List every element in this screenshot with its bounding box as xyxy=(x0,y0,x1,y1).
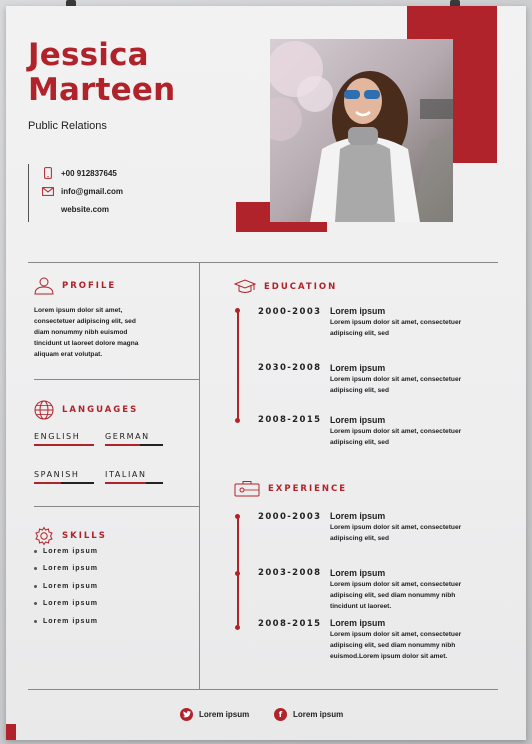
experience-entry: Lorem ipsum Lorem ipsum dolor sit amet, consectetuer adipiscing elit, sed diam nonummy nibh tincidunt ut laoreet. xyxy=(330,568,462,610)
education-year: 2030-2008 xyxy=(258,363,322,373)
column-divider xyxy=(199,262,200,689)
timeline-dot xyxy=(235,625,240,630)
footer-facebook[interactable]: f Lorem ipsum xyxy=(274,708,343,721)
language-german: GERMAN xyxy=(105,432,150,441)
experience-entry: Lorem ipsum Lorem ipsum dolor sit amet, consectetuer adipiscing elit, sed xyxy=(330,511,462,542)
first-name: Jessica xyxy=(28,37,149,73)
experience-year: 2008-2015 xyxy=(258,619,322,629)
profile-heading: PROFILE xyxy=(34,277,116,295)
language-italian: ITALIAN xyxy=(105,470,147,479)
accent-corner xyxy=(6,724,16,740)
portrait-illustration xyxy=(270,39,453,222)
language-bar-english xyxy=(34,444,94,446)
profile-photo xyxy=(270,39,453,222)
experience-entry: Lorem ipsum Lorem ipsum dolor sit amet, consectetuer adipiscing elit, sed diam nonummy nibh euismod.Lorem ipsum dolor sit amet. xyxy=(330,618,462,660)
timeline-dot xyxy=(235,418,240,423)
experience-year: 2000-2003 xyxy=(258,512,322,522)
contact-phone: +00 912837645 xyxy=(41,164,123,182)
briefcase-icon xyxy=(234,480,260,497)
contact-website: website.com xyxy=(61,204,110,214)
profile-text: Lorem ipsum dolor sit amet, consectetuer adipiscing elit, sed diam nonummy nibh euismod tincidunt ut laoreet dolore magna aliquam erat volutpat. xyxy=(34,307,139,358)
education-timeline xyxy=(237,310,239,422)
education-year: 2008-2015 xyxy=(258,415,322,425)
skill-item: Lorem ipsum xyxy=(34,548,98,555)
contact-email: info@gmail.com xyxy=(41,182,123,200)
languages-heading: LANGUAGES xyxy=(34,400,138,420)
contact-block xyxy=(28,164,123,222)
divider-languages xyxy=(34,506,199,507)
candidate-name xyxy=(28,38,175,108)
timeline-dot xyxy=(235,571,240,576)
language-spanish: SPANISH xyxy=(34,470,80,479)
education-entry: Lorem ipsum Lorem ipsum dolor sit amet, consectetuer adipiscing elit, sed xyxy=(330,363,462,394)
phone-icon xyxy=(41,167,55,179)
timeline-dot xyxy=(235,514,240,519)
divider-profile xyxy=(34,379,199,380)
timeline-dot xyxy=(235,308,240,313)
resume-page xyxy=(6,6,526,740)
job-title: Public Relations xyxy=(28,120,107,132)
graduation-cap-icon xyxy=(234,279,256,295)
language-english: ENGLISH xyxy=(34,432,81,441)
facebook-icon: f xyxy=(274,708,287,721)
education-entry: Lorem ipsum Lorem ipsum dolor sit amet, consectetuer adipiscing elit, sed xyxy=(330,306,462,337)
education-year: 2000-2003 xyxy=(258,307,322,317)
skill-item: Lorem ipsum xyxy=(34,565,98,572)
divider-bottom xyxy=(28,689,498,690)
envelope-icon xyxy=(41,187,55,196)
education-entry: Lorem ipsum Lorem ipsum dolor sit amet, consectetuer adipiscing elit, sed xyxy=(330,415,462,446)
language-bar-italian xyxy=(105,482,163,484)
divider-top xyxy=(28,262,498,263)
gear-icon xyxy=(34,526,54,546)
skills-heading: SKILLS xyxy=(34,526,107,546)
user-icon xyxy=(34,277,54,295)
language-bar-spanish xyxy=(34,482,94,484)
footer-twitter[interactable]: Lorem ipsum xyxy=(180,708,249,721)
experience-year: 2003-2008 xyxy=(258,568,322,578)
globe-icon xyxy=(34,400,54,420)
skill-item: Lorem ipsum xyxy=(34,583,98,590)
skill-item: Lorem ipsum xyxy=(34,600,98,607)
skill-item: Lorem ipsum xyxy=(34,618,98,625)
language-bar-german xyxy=(105,444,163,446)
education-heading: EDUCATION xyxy=(234,279,337,295)
experience-heading: EXPERIENCE xyxy=(234,480,347,497)
last-name: Marteen xyxy=(28,72,176,108)
twitter-icon xyxy=(180,708,193,721)
